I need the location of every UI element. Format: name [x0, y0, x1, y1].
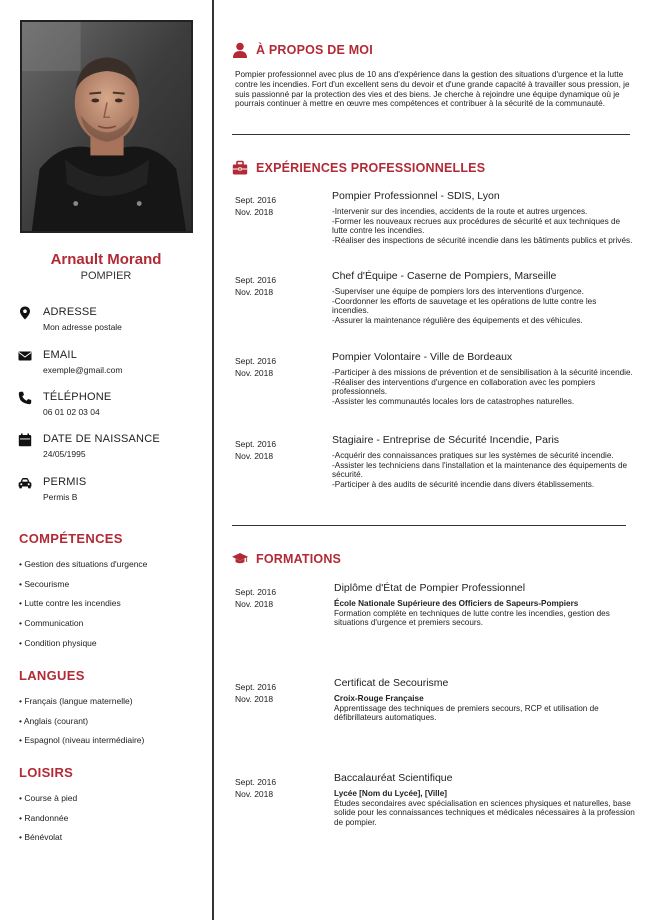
contact-value[interactable]: exemple@gmail.com [43, 365, 123, 375]
entry-date [235, 681, 276, 705]
skills-list [19, 559, 209, 657]
list-item: • Anglais (courant) [19, 715, 89, 726]
entry-title: Pompier Volontaire - Ville de Bordeaux [332, 351, 513, 363]
entry-date [235, 274, 276, 298]
portrait-image [22, 22, 191, 231]
contact-label: TÉLÉPHONE [43, 391, 112, 403]
person-icon [232, 42, 248, 58]
entry-description [332, 287, 634, 325]
date-end: Nov. 2018 [235, 368, 274, 378]
car-icon [18, 476, 32, 490]
entry-description [334, 789, 636, 827]
entry-line: -Participer à des missions de prévention et de sensibilisation à la sécurité incendie. [332, 368, 633, 377]
entry-text: Études secondaires avec spécialisation en sciences physiques et naturelles, base solide pour les connaissances techniques et médicales nécessaires à la profession de pompier. [334, 798, 635, 827]
date-start: Sept. 2016 [235, 275, 277, 285]
entry-title: Pompier Professionnel - SDIS, Lyon [332, 190, 500, 202]
section-divider [232, 134, 630, 135]
skills-heading: COMPÉTENCES [19, 531, 123, 546]
profile-photo [20, 20, 193, 233]
about-text: Pompier professionnel avec plus de 10 ans d'expérience dans la gestion des situations d'urgence et la lutte contre les incendies. Fort d'un excellent sens du devoir et d'une grande capacité à travailler sous pression, je suis passionné par la protection des vies et des biens. Je cherche à rejoindre une équipe dynamique où je pourrais continuer à mettre en œuvre mes compétences et contribuer à la sécurité de la communauté. [235, 70, 630, 109]
entry-line: -Coordonner les efforts de sauvetage et les opérations de lutte contre les incendies. [332, 296, 597, 316]
entry-date [235, 194, 276, 218]
entry-title: Stagiaire - Entreprise de Sécurité Incendie, Paris [332, 434, 560, 446]
entry-description [332, 368, 634, 406]
section-title: FORMATIONS [256, 552, 342, 566]
entry-date [235, 438, 276, 462]
languages-heading: LANGUES [19, 668, 85, 683]
entry-date [235, 776, 276, 800]
entry-line: -Assister les techniciens dans l'installation et la maintenance des équipements de sécurité. [332, 460, 628, 480]
hobbies-heading: LOISIRS [19, 765, 74, 780]
date-start: Sept. 2016 [235, 356, 277, 366]
envelope-icon [18, 349, 32, 363]
contact-label: PERMIS [43, 476, 87, 488]
briefcase-icon [232, 160, 248, 176]
entry-line: -Superviser une équipe de pompiers lors des interventions d'urgence. [332, 287, 584, 296]
entry-line: -Participer à des audits de sécurité incendie dans divers établissements. [332, 479, 595, 489]
list-item: • Bénévolat [19, 832, 63, 843]
entry-line: -Intervenir sur des incendies, accidents de la route et autres urgences. [332, 207, 588, 216]
map-pin-icon [18, 306, 32, 320]
entry-line: -Assurer la maintenance régulière des équipements et des véhicules. [332, 315, 583, 325]
date-end: Nov. 2018 [235, 287, 274, 297]
entry-line: -Acquérir des connaissances pratiques sur les systèmes de sécurité incendie. [332, 451, 614, 460]
contact-value: 24/05/1995 [43, 449, 86, 459]
entry-line: -Assister les communautés locales lors de catastrophes naturelles. [332, 396, 575, 406]
list-item: • Secourisme [19, 578, 70, 589]
date-end: Nov. 2018 [235, 789, 274, 799]
entry-title: Certificat de Secourisme [334, 677, 449, 689]
entry-school: École Nationale Supérieure des Officiers de Sapeurs-Pompiers [334, 599, 579, 608]
contact-value: 06 01 02 03 04 [43, 407, 100, 417]
entry-text: Formation complète en techniques de lutte contre les incendies, gestion des situations d'urgence et premiers secours. [334, 608, 610, 628]
entry-text: Apprentissage des techniques de premiers secours, RCP et utilisation de défibrillateurs automatiques. [334, 703, 599, 723]
section-title: EXPÉRIENCES PROFESSIONNELLES [256, 161, 486, 175]
date-start: Sept. 2016 [235, 439, 277, 449]
about-heading [232, 42, 373, 58]
date-start: Sept. 2016 [235, 682, 277, 692]
entry-line: -Former les nouveaux recrues aux procédures de sécurité et aux techniques de lutte contre les incendies. [332, 216, 621, 236]
person-name: Arnault Morand [50, 251, 162, 268]
date-end: Nov. 2018 [235, 451, 274, 461]
entry-line: -Réaliser des interventions d'urgence en collaboration avec les pompiers professionnels. [332, 377, 596, 397]
date-start: Sept. 2016 [235, 195, 277, 205]
contact-label: ADRESSE [43, 306, 97, 318]
column-divider [212, 0, 214, 920]
list-item: • Espagnol (niveau intermédiaire) [19, 735, 145, 746]
date-end: Nov. 2018 [235, 599, 274, 609]
contact-value: Permis B [43, 492, 78, 502]
languages-list [19, 696, 209, 755]
hobbies-list [19, 793, 209, 852]
main-content [232, 0, 635, 920]
entry-description [332, 207, 634, 245]
date-end: Nov. 2018 [235, 694, 274, 704]
date-start: Sept. 2016 [235, 777, 277, 787]
list-item: • Communication [19, 618, 84, 629]
date-end: Nov. 2018 [235, 207, 274, 217]
entry-school: Lycée [Nom du Lycée], [Ville] [334, 789, 447, 798]
entry-title: Chef d'Équipe - Caserne de Pompiers, Marseille [332, 270, 557, 282]
entry-description [334, 599, 636, 628]
entry-description [334, 694, 636, 723]
entry-title: Diplôme d'État de Pompier Professionnel [334, 582, 526, 594]
contact-label: EMAIL [43, 349, 78, 361]
list-item: • Lutte contre les incendies [19, 598, 121, 609]
contact-value: Mon adresse postale [43, 322, 122, 332]
sidebar [0, 0, 212, 920]
entry-school: Croix-Rouge Française [334, 694, 424, 703]
list-item: • Randonnée [19, 812, 69, 823]
entry-line: -Réaliser des inspections de sécurité incendie dans les bâtiments publics et privés. [332, 235, 633, 245]
education-heading [232, 551, 341, 567]
entry-date [235, 355, 276, 379]
date-start: Sept. 2016 [235, 587, 277, 597]
phone-icon [18, 391, 32, 405]
entry-date [235, 586, 276, 610]
entry-title: Baccalauréat Scientifique [334, 772, 453, 784]
list-item: • Gestion des situations d'urgence [19, 559, 148, 569]
list-item: • Français (langue maternelle) [19, 696, 133, 706]
contact-label: DATE DE NAISSANCE [43, 433, 160, 445]
graduation-cap-icon [232, 551, 248, 567]
calendar-icon [18, 433, 32, 447]
list-item: • Course à pied [19, 793, 78, 803]
person-role: POMPIER [80, 270, 132, 282]
section-title: À PROPOS DE MOI [256, 43, 373, 57]
list-item: • Condition physique [19, 637, 97, 648]
experience-heading [232, 160, 485, 176]
section-divider [232, 525, 626, 526]
entry-description [332, 451, 634, 489]
